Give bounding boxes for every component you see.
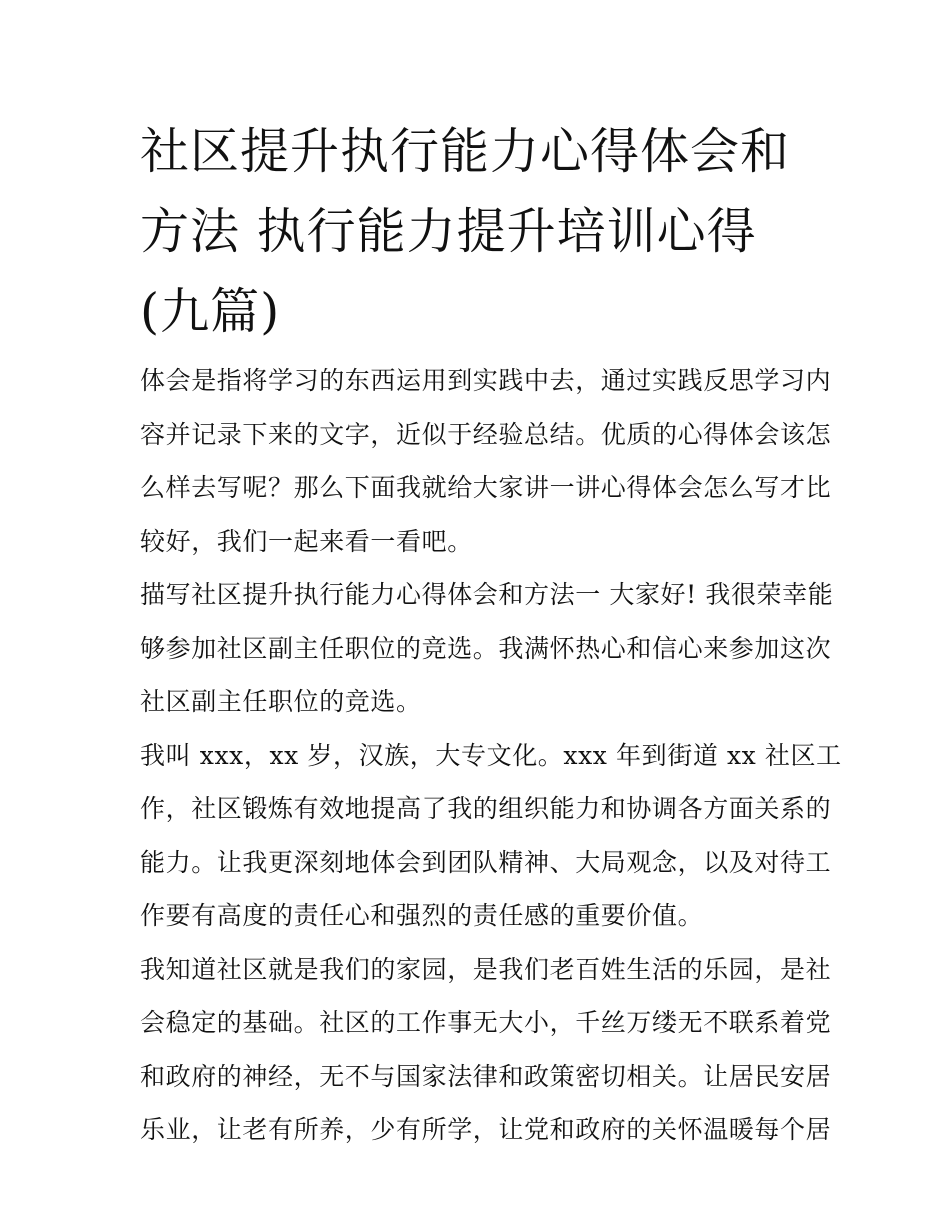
text-line: 和政府的神经，无不与国家法律和政策密切相关。让居民安居 <box>140 1061 832 1091</box>
title-line: 社区提升执行能力心得体会和 <box>140 123 791 180</box>
paragraph-self-intro <box>140 729 842 943</box>
paragraph-community <box>140 943 832 1157</box>
text-line: 乐业，让老有所养，少有所学，让党和政府的关怀温暖每个居 <box>140 1115 832 1144</box>
text-line: 够参加社区副主任职位的竞选。我满怀热心和信心来参加这次 <box>140 633 832 663</box>
text-line: 容并记录下来的文字，近似于经验总结。优质的心得体会该怎 <box>140 419 832 449</box>
text-line: 我知道社区就是我们的家园，是我们老百姓生活的乐园，是社 <box>140 954 832 984</box>
text-line: 作要有高度的责任心和强烈的责任感的重要价值。 <box>140 901 704 930</box>
title-line: (九篇) <box>140 283 281 340</box>
text-line: 能力。让我更深刻地体会到团队精神、大局观念，以及对待工 <box>140 847 832 877</box>
text-line: 体会是指将学习的东西运用到实践中去，通过实践反思学习内 <box>140 366 832 395</box>
text-line: 我叫 xxx，xx 岁，汉族，大专文化。xxx 年到街道 xx 社区工 <box>140 740 842 770</box>
text-line: 较好，我们一起来看一看吧。 <box>140 526 473 556</box>
document-title <box>140 112 820 352</box>
text-line: 么样去写呢？那么下面我就给大家讲一讲心得体会怎么写才比 <box>140 473 832 502</box>
paragraph-intro <box>140 354 832 568</box>
title-line: 方法 执行能力提升培训心得 <box>140 203 757 260</box>
paragraph-section-one <box>140 568 834 729</box>
text-line: 社区副主任职位的竞选。 <box>140 687 422 716</box>
text-line: 会稳定的基础。社区的工作事无大小，千丝万缕无不联系着党 <box>140 1008 832 1037</box>
text-line: 描写社区提升执行能力心得体会和方法一 大家好! 我很荣幸能 <box>140 580 834 609</box>
text-line: 作，社区锻炼有效地提高了我的组织能力和协调各方面关系的 <box>140 794 832 823</box>
document-body <box>140 354 842 1157</box>
